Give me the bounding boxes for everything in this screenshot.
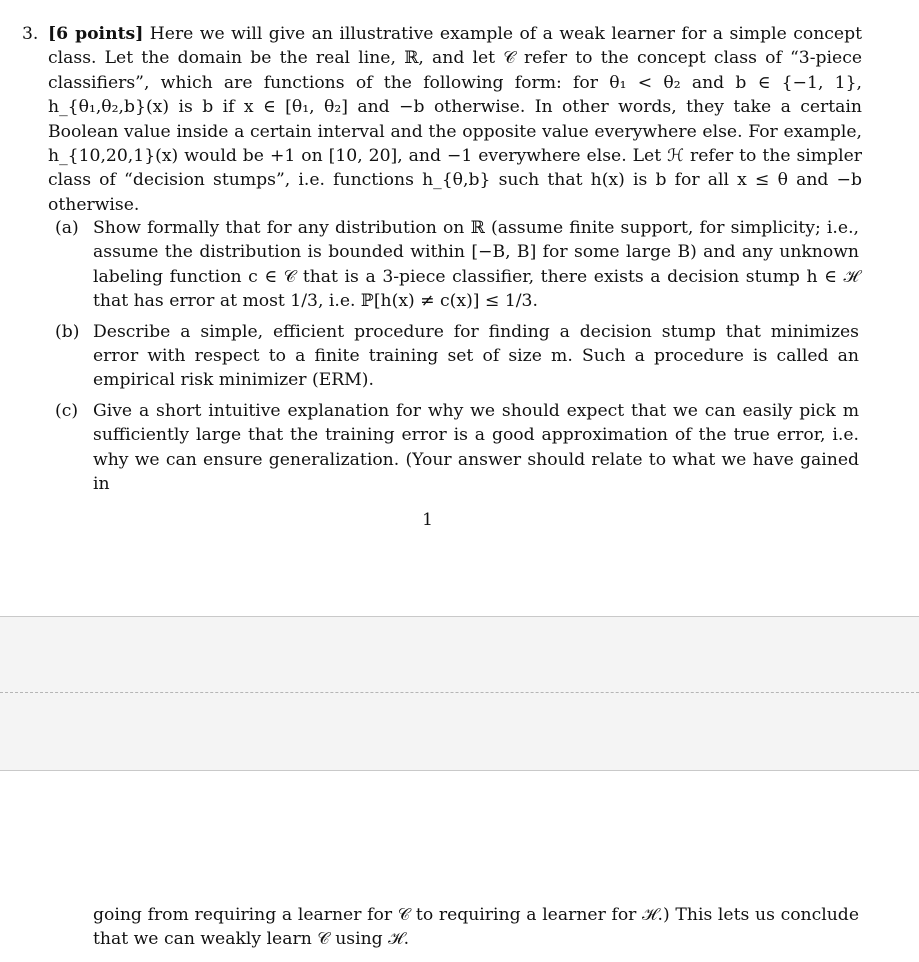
part-b [55,320,859,393]
page-break-gap [0,616,919,771]
problem-3 [22,22,862,217]
part-c [55,399,859,497]
part-b-label: (b) [55,321,80,342]
problem-parts [55,216,859,502]
part-c-text: Give a short intuitive explanation for why we should expect that we can easily pick m sufficiently large that the training error is a good approximation of the true error, i.e. why we can ensure generalization. (Your answer should relate to what we have gained in [93,400,859,495]
part-c-continuation: going from requiring a learner for 𝒞 to requiring a learner for ℋ.) This lets us conclude that we can weakly learn 𝒞 using ℋ. [93,905,859,950]
page-number: 1 [422,510,433,530]
problem-intro: Here we will give an illustrative example of a weak learner for a simple concept class. Let the domain be the real line, ℝ, and let 𝒞 refer to the concept class of “3-piece classifiers”, which are functions of the following form: for θ₁ < θ₂ and b ∈ {−1, 1}, h_{θ₁,θ₂,b}(x) is b if x ∈ [θ₁, θ₂] and −b otherwise. In other words, they take a certain Boolean value inside a certain interval and the opposite value everywhere else. For example, h_{10,20,1}(x) would be +1 on [10, 20], and −1 everywhere else. Let ℋ refer to the simpler class of “decision stumps”, i.e. functions h_{θ,b} such that h(x) is b for all x ≤ θ and −b otherwise. [48,24,862,215]
part-b-text: Describe a simple, efficient procedure for finding a decision stump that minimizes error with respect to a finite training set of size m. Such a procedure is called an empirical risk minimizer (ERM). [93,321,859,391]
problem-number: 3. [22,24,39,44]
part-a [55,216,859,314]
problem-points: [6 points] [48,24,144,44]
part-c-label: (c) [55,400,79,421]
problem-statement [48,22,862,217]
part-a-label: (a) [55,218,79,238]
part-a-text: Show formally that for any distribution on ℝ (assume finite support, for simplicity; i.e., assume the distribution is bounded within [−B, B] for some large B) and any unknown labeling function c ∈ 𝒞 that is a 3-piece classifier, there exists a decision stump h ∈ ℋ that has error at most 1/3, i.e. ℙ[h(x) ≠ c(x)] ≤ 1/3. [93,218,859,312]
page-break-divider [0,692,919,693]
